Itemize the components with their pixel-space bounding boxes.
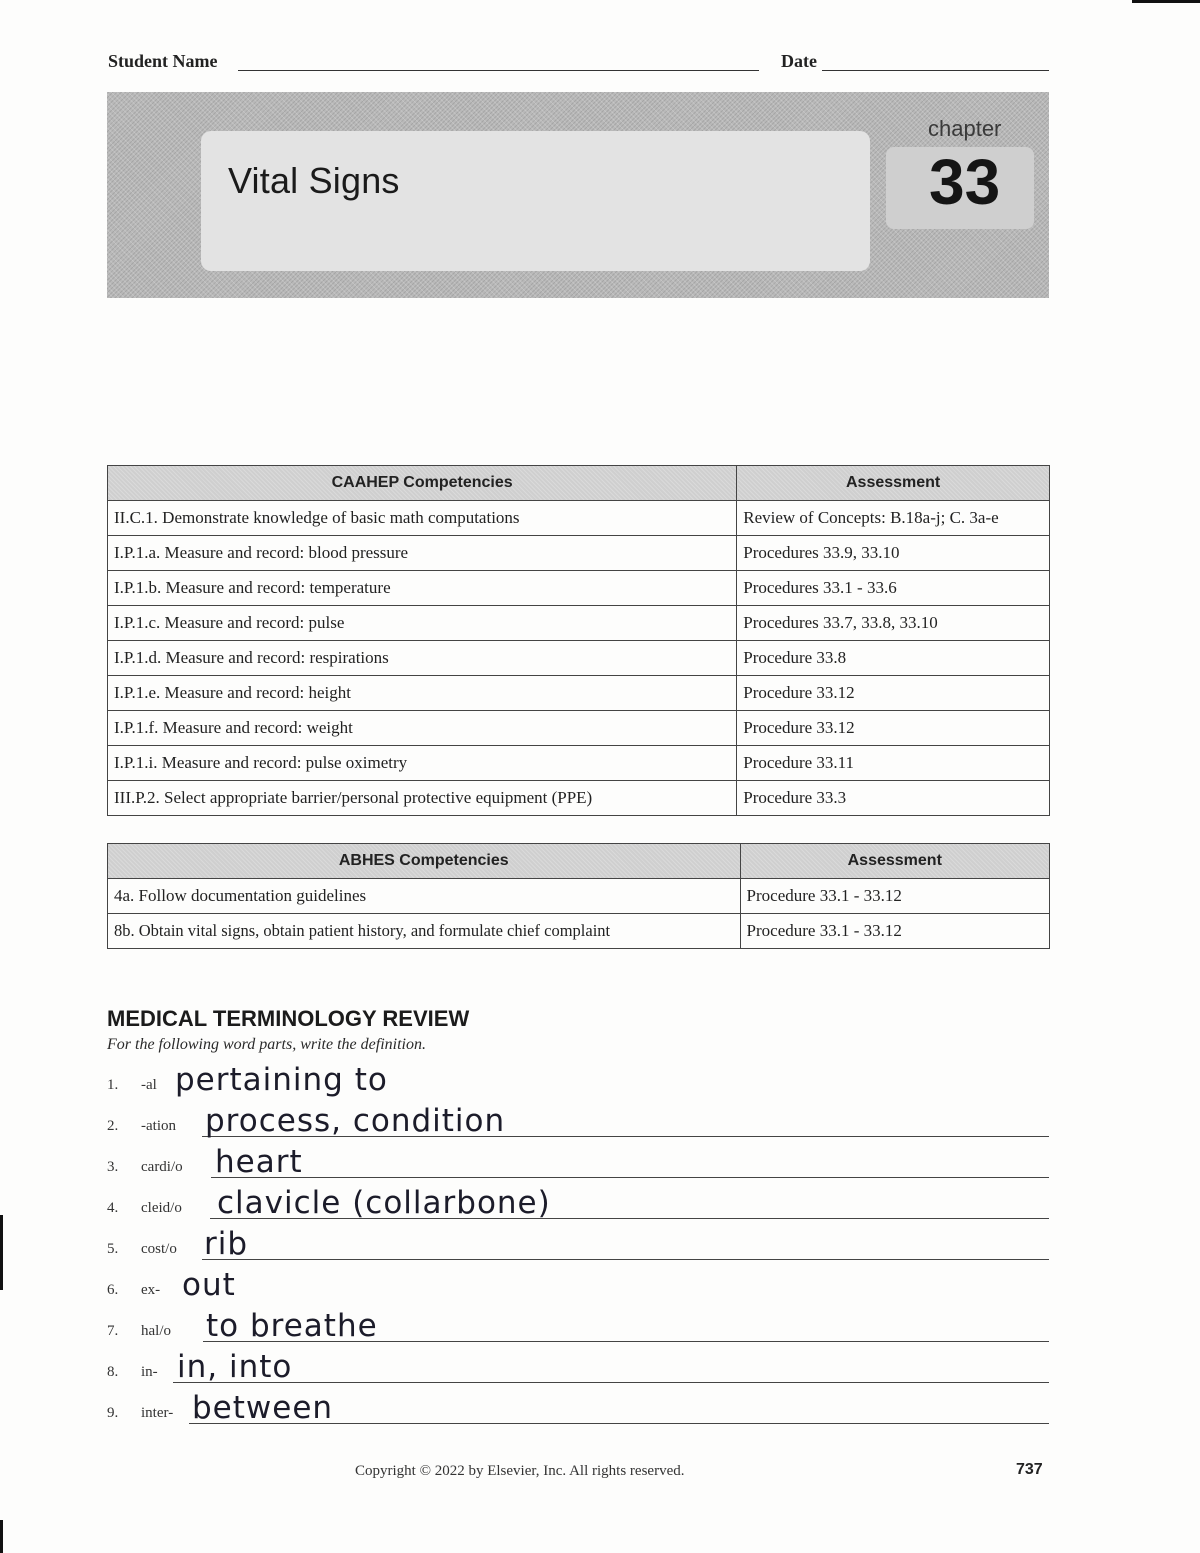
term-item xyxy=(107,1220,1049,1260)
competency-cell: I.P.1.b. Measure and record: temperature xyxy=(108,571,737,606)
term-number: 4. xyxy=(107,1200,119,1216)
answer-line xyxy=(173,1382,1049,1383)
table-row xyxy=(108,711,1050,746)
assessment-cell: Procedure 33.12 xyxy=(737,711,1050,746)
assessment-cell: Procedure 33.8 xyxy=(737,641,1050,676)
assessment-header: Assessment xyxy=(737,466,1050,501)
term-item xyxy=(107,1384,1049,1424)
term-item xyxy=(107,1302,1049,1342)
term-number: 3. xyxy=(107,1159,119,1175)
caahep-competencies-table xyxy=(107,465,1050,816)
table-row xyxy=(108,536,1050,571)
competency-cell: II.C.1. Demonstrate knowledge of basic math computations xyxy=(108,501,737,536)
page-number: 737 xyxy=(1016,1461,1043,1478)
term-item xyxy=(107,1261,1049,1301)
assessment-cell: Procedures 33.1 - 33.6 xyxy=(737,571,1050,606)
term-word-part: in- xyxy=(141,1364,158,1380)
chapter-title: Vital Signs xyxy=(228,160,400,201)
table-row xyxy=(108,781,1050,816)
abhes-competencies-table xyxy=(107,843,1050,949)
assessment-cell: Procedure 33.1 - 33.12 xyxy=(740,879,1049,914)
term-word-part: ex- xyxy=(141,1282,161,1298)
table-row xyxy=(108,879,1050,914)
term-number: 9. xyxy=(107,1405,119,1421)
assessment-cell: Procedure 33.3 xyxy=(737,781,1050,816)
terminology-section-title: MEDICAL TERMINOLOGY REVIEW xyxy=(107,1006,470,1031)
competency-cell: 8b. Obtain vital signs, obtain patient history, and formulate chief complaint xyxy=(108,914,741,949)
term-answer[interactable]: out xyxy=(182,1267,236,1303)
assessment-cell: Procedures 33.7, 33.8, 33.10 xyxy=(737,606,1050,641)
date-field[interactable] xyxy=(822,70,1049,71)
term-answer[interactable]: process, condition xyxy=(205,1103,506,1139)
scan-edge-mark xyxy=(0,1215,3,1290)
term-answer[interactable]: to breathe xyxy=(206,1308,378,1344)
chapter-word: chapter xyxy=(928,116,1002,141)
assessment-cell: Procedure 33.12 xyxy=(737,676,1050,711)
table-row xyxy=(108,606,1050,641)
term-number: 6. xyxy=(107,1282,119,1298)
term-number: 1. xyxy=(107,1077,119,1093)
term-item xyxy=(107,1179,1049,1219)
scan-edge-mark xyxy=(1132,0,1200,3)
term-number: 7. xyxy=(107,1323,119,1339)
table-row xyxy=(108,676,1050,711)
term-answer[interactable]: clavicle (collarbone) xyxy=(217,1185,551,1221)
terminology-instructions: For the following word parts, write the definition. xyxy=(107,1036,426,1053)
assessment-cell: Procedure 33.11 xyxy=(737,746,1050,781)
term-word-part: cost/o xyxy=(141,1241,177,1257)
term-word-part: cardi/o xyxy=(141,1159,183,1175)
date-label: Date xyxy=(781,51,817,71)
term-answer[interactable]: in, into xyxy=(177,1349,293,1385)
answer-line xyxy=(211,1177,1049,1178)
table-header-row xyxy=(108,844,1050,879)
term-item xyxy=(107,1343,1049,1383)
assessment-cell: Review of Concepts: B.18a-j; C. 3a-e xyxy=(737,501,1050,536)
competency-cell: III.P.2. Select appropriate barrier/personal protective equipment (PPE) xyxy=(108,781,737,816)
caahep-header: CAAHEP Competencies xyxy=(108,466,737,501)
competency-cell: I.P.1.c. Measure and record: pulse xyxy=(108,606,737,641)
competency-cell: I.P.1.i. Measure and record: pulse oximetry xyxy=(108,746,737,781)
term-word-part: inter- xyxy=(141,1405,174,1421)
answer-line xyxy=(202,1259,1049,1260)
term-answer[interactable]: heart xyxy=(215,1144,303,1180)
student-name-field[interactable] xyxy=(238,70,759,71)
term-number: 2. xyxy=(107,1118,119,1134)
term-answer[interactable]: pertaining to xyxy=(175,1062,388,1098)
term-item xyxy=(107,1056,1049,1096)
term-word-part: cleid/o xyxy=(141,1200,182,1216)
term-answer[interactable]: rib xyxy=(204,1226,249,1262)
term-word-part: -ation xyxy=(141,1118,176,1134)
table-row xyxy=(108,746,1050,781)
competency-cell: I.P.1.f. Measure and record: weight xyxy=(108,711,737,746)
table-row xyxy=(108,501,1050,536)
assessment-cell: Procedures 33.9, 33.10 xyxy=(737,536,1050,571)
abhes-header: ABHES Competencies xyxy=(108,844,741,879)
term-word-part: -al xyxy=(141,1077,157,1093)
term-word-part: hal/o xyxy=(141,1323,171,1339)
assessment-cell: Procedure 33.1 - 33.12 xyxy=(740,914,1049,949)
term-number: 8. xyxy=(107,1364,119,1380)
student-name-label: Student Name xyxy=(108,51,218,71)
competency-cell: 4a. Follow documentation guidelines xyxy=(108,879,741,914)
competency-cell: I.P.1.e. Measure and record: height xyxy=(108,676,737,711)
scan-edge-mark xyxy=(0,1520,3,1553)
table-row xyxy=(108,571,1050,606)
term-answer[interactable]: between xyxy=(192,1390,334,1426)
competency-cell: I.P.1.d. Measure and record: respirations xyxy=(108,641,737,676)
competency-cell: I.P.1.a. Measure and record: blood pressure xyxy=(108,536,737,571)
table-row xyxy=(108,641,1050,676)
table-header-row xyxy=(108,466,1050,501)
table-row xyxy=(108,914,1050,949)
copyright-notice: Copyright © 2022 by Elsevier, Inc. All rights reserved. xyxy=(355,1463,685,1479)
term-item xyxy=(107,1097,1049,1137)
chapter-number: 33 xyxy=(929,146,1001,218)
assessment-header: Assessment xyxy=(740,844,1049,879)
term-item xyxy=(107,1138,1049,1178)
term-number: 5. xyxy=(107,1241,119,1257)
